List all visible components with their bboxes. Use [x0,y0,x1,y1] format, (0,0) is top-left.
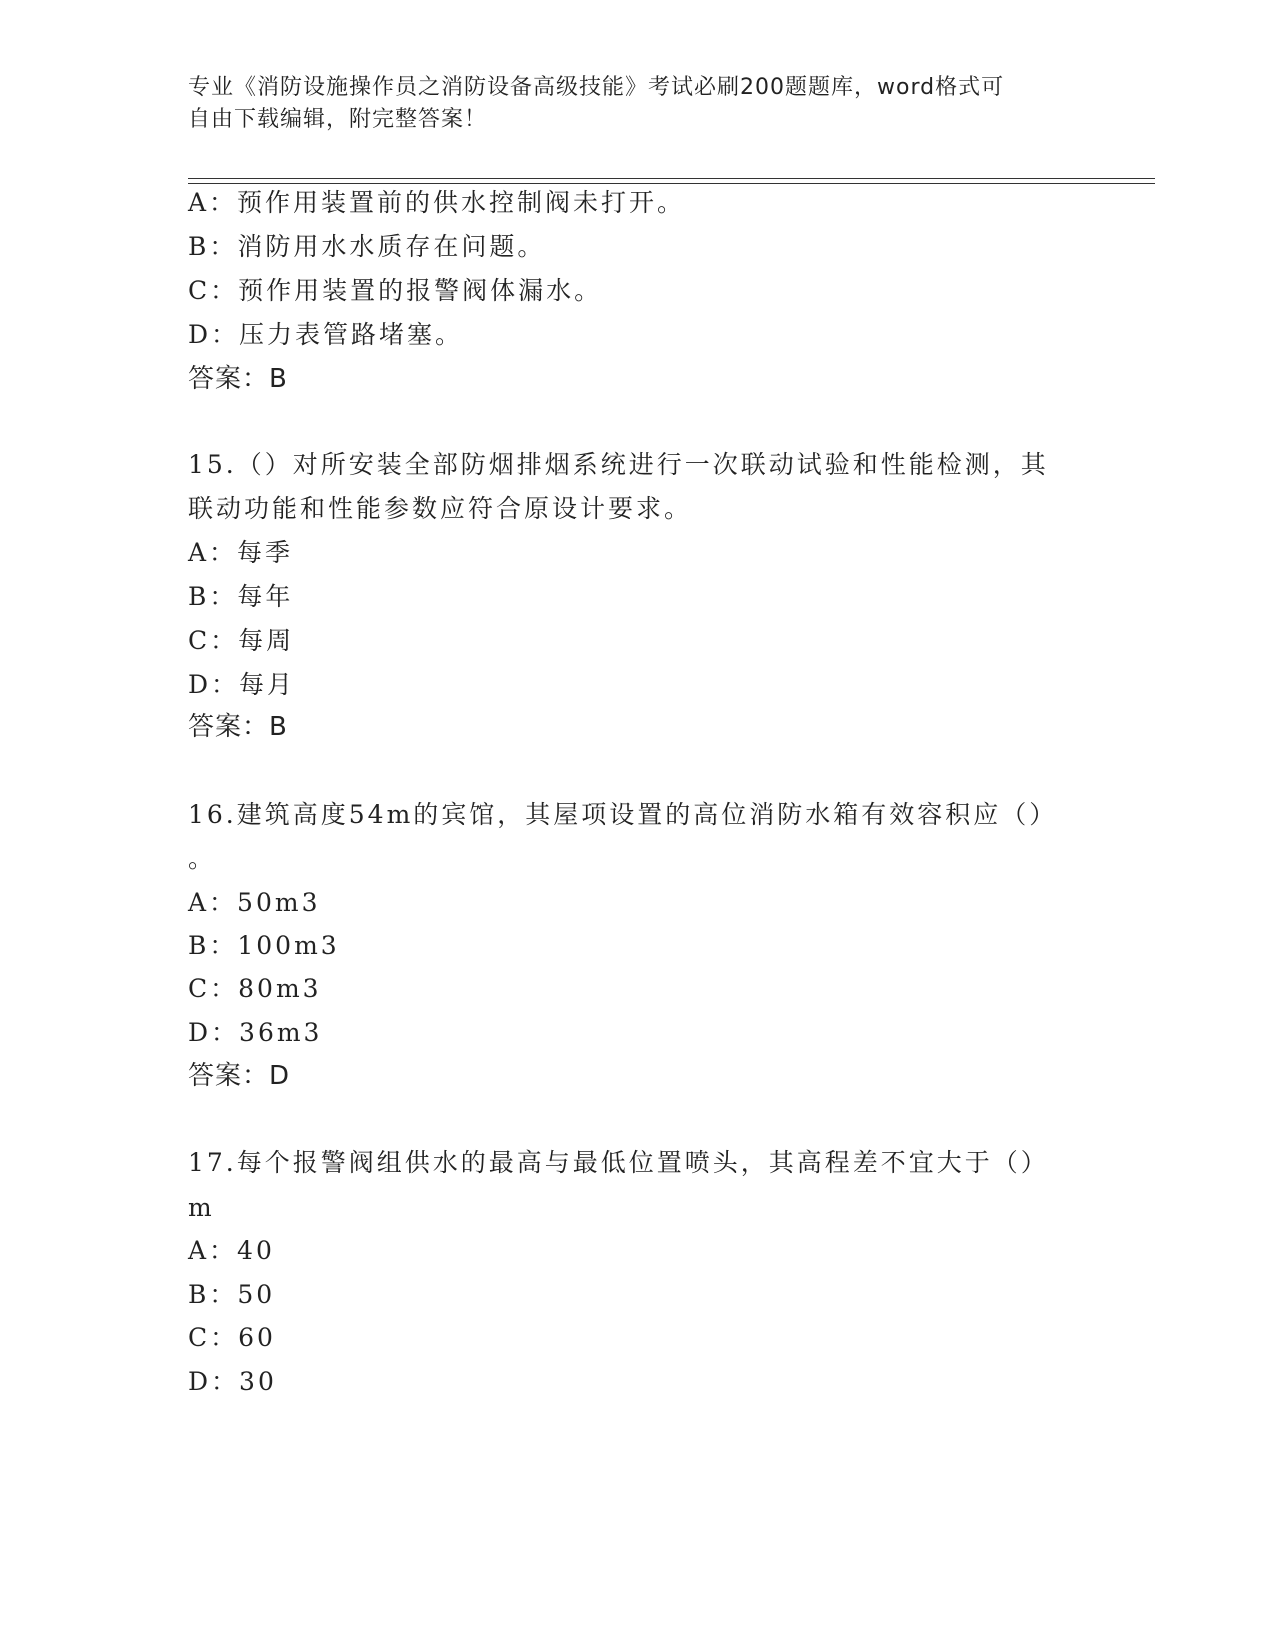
q16-option-b: B：100m3 [188,931,340,960]
q15-stem-line-2: 联动功能和性能参数应符合原设计要求。 [188,494,693,523]
q15-option-b: B：每年 [188,582,294,611]
q17-stem-line-2: m [188,1193,215,1222]
q14-option-a: A：预作用装置前的供水控制阀未打开。 [188,188,686,217]
q16-stem-line-2: 。 [188,844,217,873]
q16-option-c: C：80m3 [188,974,322,1003]
q14-answer: 答案：B [188,364,288,394]
q15-option-c: C：每周 [188,626,295,655]
header-divider-top [188,178,1155,179]
q16-option-a: A：50m3 [188,888,321,917]
q16-answer: 答案：D [188,1061,291,1091]
q14-option-c: C：预作用装置的报警阀体漏水。 [188,276,603,305]
q15-answer: 答案：B [188,712,288,742]
q14-option-d: D：压力表管路堵塞。 [188,320,464,349]
q15-stem-line-1: 15.（）对所安装全部防烟排烟系统进行一次联动试验和性能检测，其 [188,450,1049,479]
header-line-2: 自由下载编辑，附完整答案！ [188,107,488,132]
q14-option-b: B：消防用水水质存在问题。 [188,232,546,261]
q17-option-c: C：60 [188,1323,276,1352]
header-divider-bottom [188,183,1155,184]
q17-stem-line-1: 17.每个报警阀组供水的最高与最低位置喷头，其高程差不宜大于（） [188,1148,1049,1177]
q16-stem-line-1: 16.建筑高度54m的宾馆，其屋项设置的高位消防水箱有效容积应（） [188,800,1058,829]
q17-option-b: B：50 [188,1280,276,1309]
q16-option-d: D：36m3 [188,1018,323,1047]
document-header [188,72,1068,136]
q17-option-d: D：30 [188,1367,277,1396]
q17-option-a: A：40 [188,1236,275,1265]
header-line-1: 专业《消防设施操作员之消防设备高级技能》考试必刷200题题库，word格式可 [188,75,1005,100]
q15-option-d: D：每月 [188,670,296,699]
q15-option-a: A：每季 [188,538,294,567]
